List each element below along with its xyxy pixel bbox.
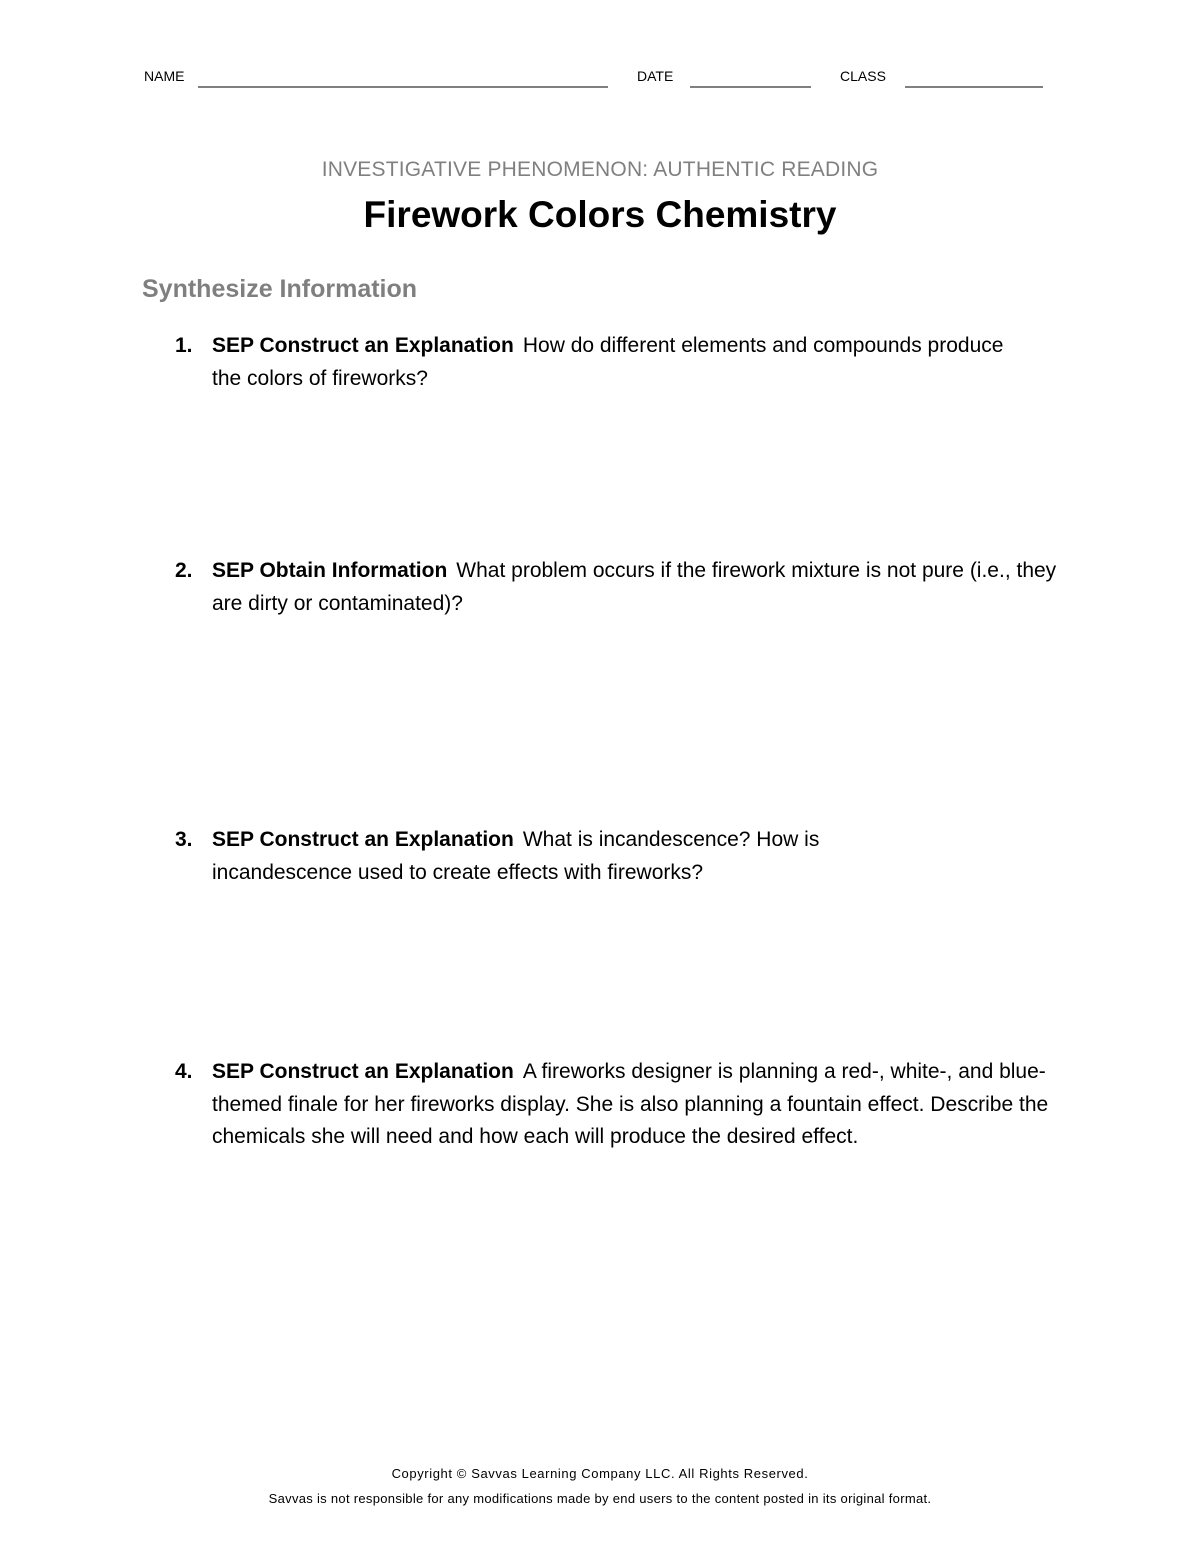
question-1 — [175, 330, 1075, 395]
page-title: Firework Colors Chemistry — [363, 194, 837, 235]
question-number: 3. — [175, 828, 193, 851]
question-number: 1. — [175, 334, 193, 357]
date-field-line[interactable] — [690, 86, 811, 88]
disclaimer-notice: Savvas is not responsible for any modifications made by end users to the content posted in its original format. — [268, 1491, 932, 1506]
class-label: CLASS — [840, 68, 886, 84]
question-tag: SEP Construct an Explanation — [212, 334, 514, 357]
question-text: What is incandescence? How is incandescence used to create effects with fireworks? — [212, 828, 820, 884]
class-field-line[interactable] — [905, 86, 1043, 88]
question-body — [212, 555, 1072, 620]
section-heading: Synthesize Information — [142, 275, 418, 303]
copyright-notice: Copyright © Savvas Learning Company LLC. All Rights Reserved. — [391, 1466, 809, 1481]
question-tag: SEP Construct an Explanation — [212, 828, 514, 851]
question-2 — [175, 555, 1075, 620]
question-4 — [175, 1056, 1075, 1154]
question-text: What problem occurs if the firework mixture is not pure (i.e., they are dirty or contaminated)? — [212, 559, 1057, 615]
question-3 — [175, 824, 1075, 889]
question-body — [212, 330, 1022, 395]
student-info-header — [0, 66, 1200, 90]
name-label: NAME — [144, 68, 185, 84]
question-tag: SEP Obtain Information — [212, 559, 448, 582]
question-number: 4. — [175, 1060, 193, 1083]
question-tag: SEP Construct an Explanation — [212, 1060, 514, 1083]
question-text: A fireworks designer is planning a red-, white-, and blue-themed finale for her fireworks display. She is also planning a fountain effect. Describe the chemicals she will need and how each will produce the desired effect. — [212, 1060, 1049, 1148]
name-field-line[interactable] — [198, 86, 608, 88]
date-label: DATE — [637, 68, 674, 84]
page-kicker: INVESTIGATIVE PHENOMENON: AUTHENTIC READING — [321, 158, 879, 181]
question-text: How do different elements and compounds produce the colors of fireworks? — [212, 334, 1004, 390]
question-number: 2. — [175, 559, 193, 582]
question-body — [212, 1056, 1062, 1154]
question-body — [212, 824, 912, 889]
